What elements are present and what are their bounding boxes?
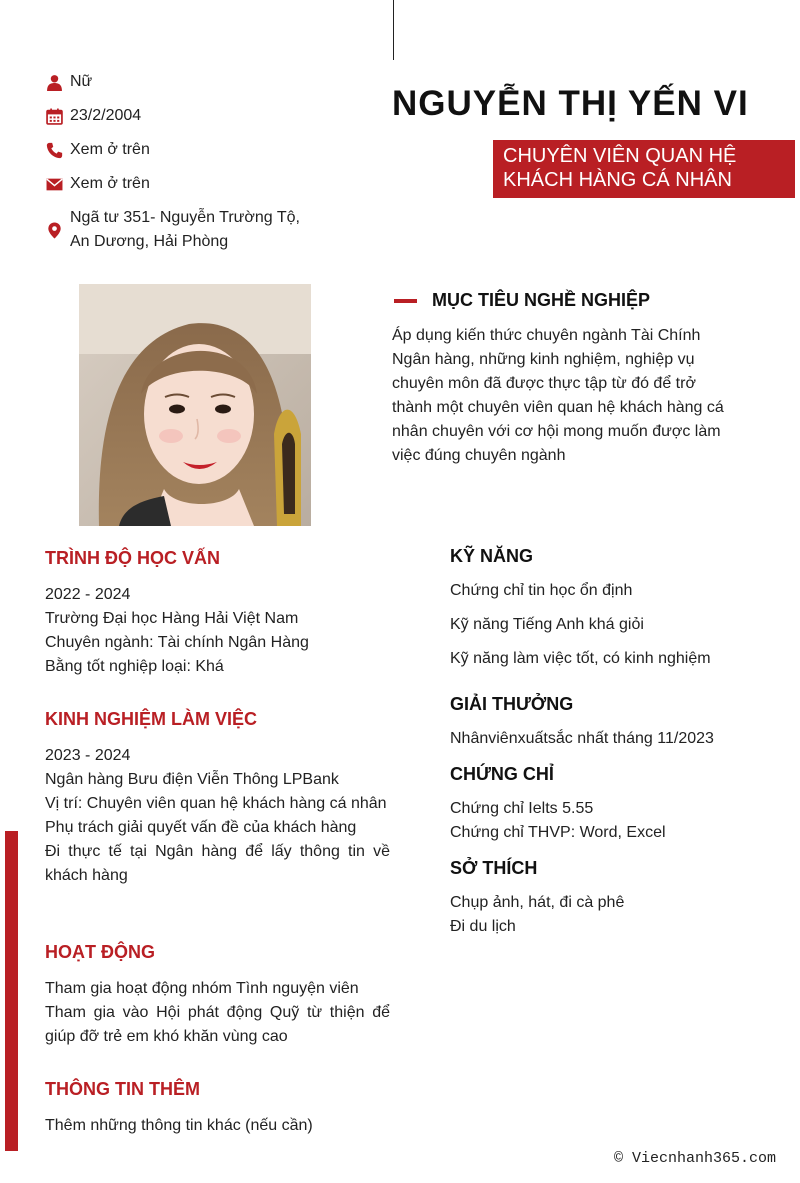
- hobby-item-2: Đi du lịch: [450, 918, 516, 935]
- more-info-heading: THÔNG TIN THÊM: [45, 1079, 200, 1099]
- contact-address: [45, 206, 330, 254]
- activities-heading: HOẠT ĐỘNG: [45, 942, 155, 962]
- skill-item-2: Kỹ năng Tiếng Anh khá giỏi: [450, 616, 644, 633]
- contact-phone: [45, 138, 330, 162]
- hobby-item-1: Chụp ảnh, hát, đi cà phê: [450, 894, 625, 911]
- education-heading: TRÌNH ĐỘ HỌC VẤN: [45, 548, 220, 568]
- certificate-item-2: Chứng chỉ THVP: Word, Excel: [450, 824, 666, 841]
- certificates-heading: CHỨNG CHỈ: [450, 764, 554, 784]
- education-degree: Bằng tốt nghiệp loại: Khá: [45, 658, 224, 675]
- skill-item-3: Kỹ năng làm việc tốt, có kinh nghiệm: [450, 650, 711, 667]
- phone-icon: [45, 138, 63, 162]
- birthdate-value: 23/2/2004: [70, 107, 142, 124]
- job-title-banner: [493, 140, 795, 198]
- experience-company: Ngân hàng Bưu điện Viễn Thông LPBank: [45, 771, 339, 788]
- person-icon: [45, 70, 63, 94]
- certificates-content: [450, 797, 666, 845]
- envelope-icon: [45, 172, 63, 196]
- contact-birthdate: [45, 104, 330, 128]
- experience-content: [45, 744, 390, 888]
- job-title-line-1: CHUYÊN VIÊN QUAN HỆ: [503, 145, 737, 167]
- phone-value: Xem ở trên: [70, 141, 150, 158]
- objective-text: Áp dụng kiến thức chuyên ngành Tài Chính Ngân hàng, những kinh nghiệm, nghiệp vụ chuyên môn đã được thực tập từ đó để trở thành một chuyên viên quan hệ khách hàng cá nhân chuyên với cơ hội mong muốn được làm việc đúng chuyên ngành: [392, 327, 724, 464]
- email-value: Xem ở trên: [70, 175, 150, 192]
- profile-photo: [79, 284, 311, 526]
- activity-2: Tham gia vào Hội phát động Quỹ từ thiện để giúp đỡ trẻ em khó khăn vùng cao: [45, 1004, 390, 1045]
- education-school: Trường Đại học Hàng Hải Việt Nam: [45, 610, 299, 627]
- experience-duty-2: Đi thực tế tại Ngân hàng để lấy thông tin về khách hàng: [45, 843, 390, 884]
- footer-copyright: © Viecnhanh365.com: [614, 1150, 777, 1167]
- certificate-item-1: Chứng chỉ Ielts 5.55: [450, 800, 594, 817]
- experience-duty-1: Phụ trách giải quyết vấn đề của khách hàng: [45, 819, 357, 836]
- award-item: Nhânviênxuấtsắc nhất tháng 11/2023: [450, 730, 714, 747]
- address-value: [70, 206, 330, 254]
- education-period: 2022 - 2024: [45, 586, 131, 603]
- experience-position: Vị trí: Chuyên viên quan hệ khách hàng cá nhân: [45, 795, 387, 812]
- contact-email: [45, 172, 330, 196]
- objective-heading: [394, 290, 650, 311]
- more-info-text: Thêm những thông tin khác (nếu cần): [45, 1117, 313, 1134]
- address-line-1: Ngã tư 351- Nguyễn Trường Tộ,: [70, 209, 300, 226]
- candidate-name: NGUYỄN THỊ YẾN VI: [392, 84, 749, 123]
- objective-heading-text: MỤC TIÊU NGHỀ NGHIỆP: [432, 290, 651, 310]
- education-major: Chuyên ngành: Tài chính Ngân Hàng: [45, 634, 309, 651]
- gender-value: Nữ: [70, 73, 93, 90]
- experience-period: 2023 - 2024: [45, 747, 131, 764]
- activities-content: [45, 977, 390, 1049]
- activity-1: Tham gia hoạt động nhóm Tình nguyện viên: [45, 980, 359, 997]
- top-divider-line: [393, 0, 394, 60]
- skill-item-1: Chứng chỉ tin học ổn định: [450, 582, 633, 599]
- calendar-icon: [45, 104, 63, 128]
- hobbies-content: [450, 891, 624, 939]
- skills-heading: KỸ NĂNG: [450, 546, 534, 566]
- hobbies-heading: SỞ THÍCH: [450, 858, 538, 878]
- left-accent-bar: [5, 831, 18, 1151]
- location-pin-icon: [45, 206, 63, 254]
- objective-heading-dash: [394, 299, 417, 303]
- address-line-2: An Dương, Hải Phòng: [70, 233, 229, 250]
- education-content: [45, 583, 390, 679]
- awards-heading: GIẢI THƯỞNG: [450, 694, 574, 714]
- contact-gender: [45, 70, 330, 94]
- job-title-line-2: KHÁCH HÀNG CÁ NHÂN: [503, 169, 732, 191]
- experience-heading: KINH NGHIỆM LÀM VIỆC: [45, 709, 258, 729]
